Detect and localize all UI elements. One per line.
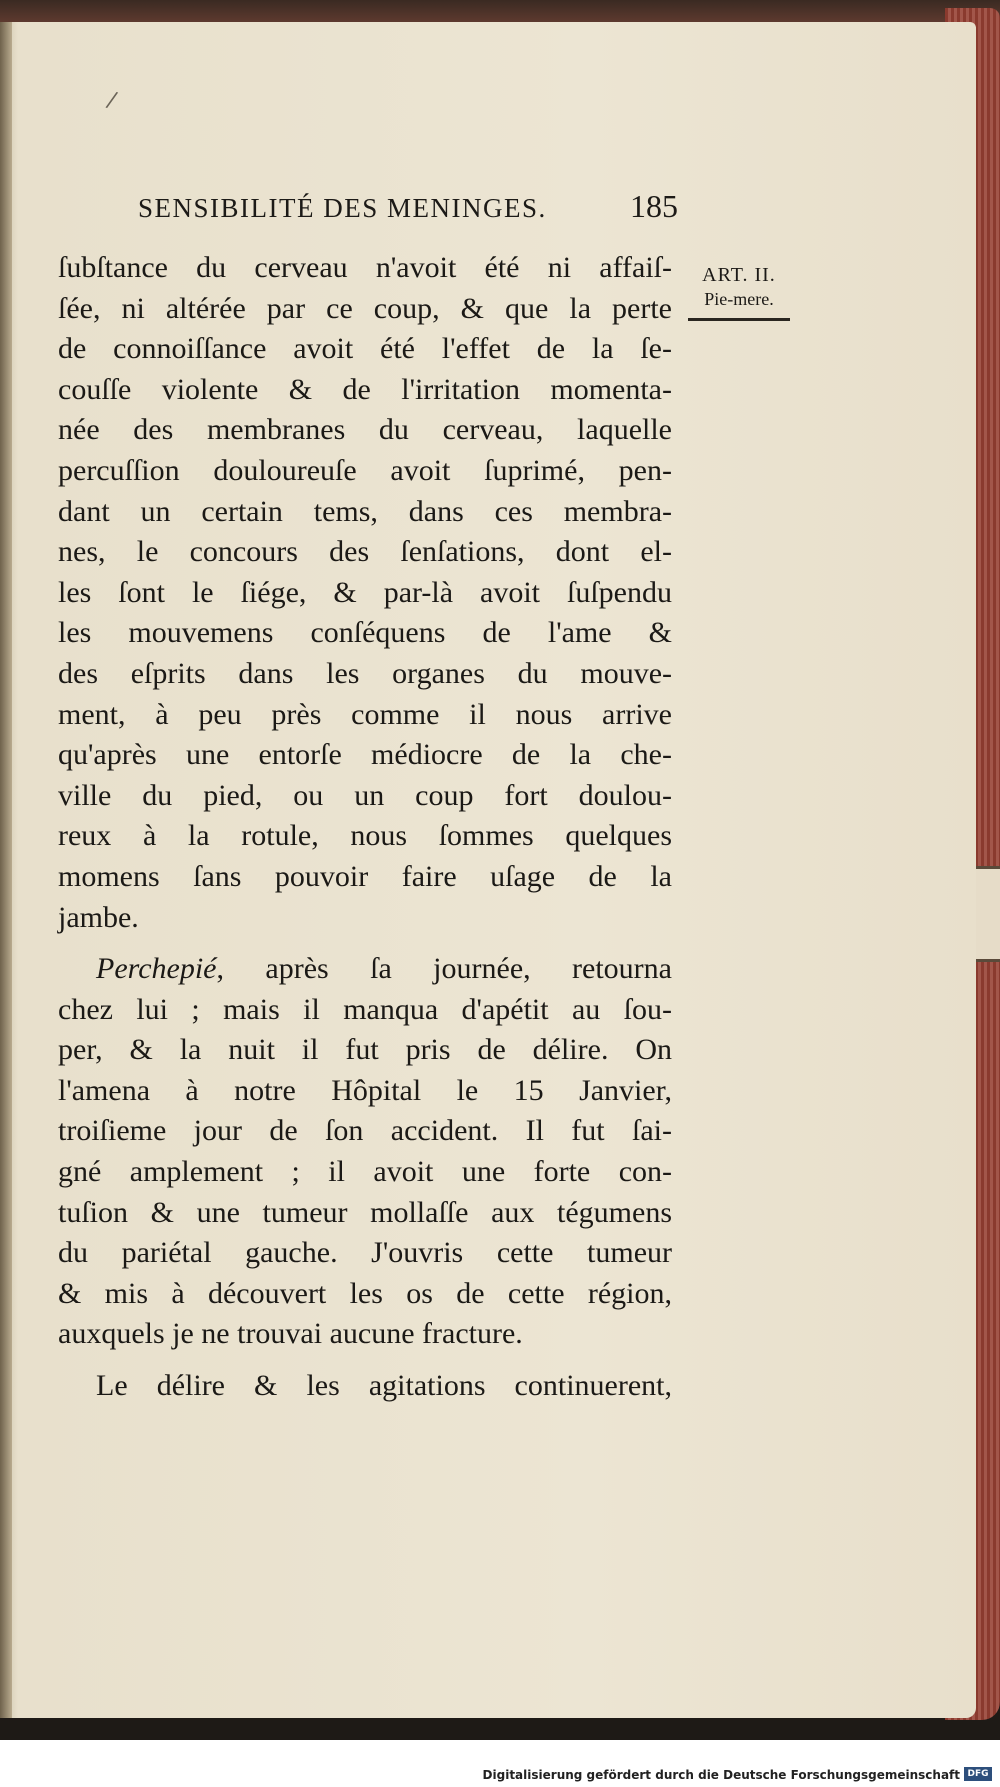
page-gutter	[0, 22, 12, 1718]
text-line: momens ſans pouvoir faire uſage de la	[58, 859, 672, 893]
text-line: ment, à peu près comme il nous arrive	[58, 697, 672, 731]
text-line: auxquels je ne trouvai aucune fracture.	[58, 1317, 523, 1351]
text-line: des eſprits dans les organes du mouve-	[58, 656, 672, 690]
text-line: gné amplement ; il avoit une forte con-	[58, 1155, 672, 1189]
text-line: née des membranes du cerveau, laquelle	[58, 413, 672, 447]
text-line: dant un certain tems, dans ces membra-	[58, 494, 672, 528]
paragraph-1	[58, 248, 672, 938]
text-line: reux à la rotule, nous ſommes quelques	[58, 819, 672, 853]
footer-bar	[0, 1740, 1000, 1787]
text-line: ſée, ni altérée par ce coup, & que la perte	[58, 291, 672, 325]
text-line: percuſſion douloureuſe avoit ſuprimé, pen-	[58, 453, 672, 487]
running-title: SENSIBILITÉ DES MENINGES.	[138, 193, 547, 223]
text-line-italic-name: Perchepié, après ſa journée, retourna	[96, 952, 672, 986]
running-head	[138, 188, 678, 225]
margin-note	[684, 264, 794, 321]
paragraph-3	[58, 1366, 672, 1407]
text-line: jambe.	[58, 900, 139, 934]
funding-credit: Digitalisierung gefördert durch die Deutsche Forschungsgemeinschaft	[482, 1768, 960, 1782]
text-line: du pariétal gauche. J'ouvris cette tumeur	[58, 1236, 672, 1270]
page-number: 185	[630, 188, 678, 224]
text-line: ville du pied, ou un coup fort doulou-	[58, 778, 672, 812]
paragraph-2	[58, 949, 672, 1355]
text-line: chez lui ; mais il manqua d'apétit au ſou-	[58, 992, 672, 1026]
text-line: qu'après une entorſe médiocre de la che-	[58, 738, 672, 772]
margin-rule	[688, 318, 790, 321]
dfg-logo: DFG	[964, 1767, 992, 1781]
text-line: couſſe violente & de l'irritation momenta-	[58, 372, 672, 406]
text-line: Le délire & les agitations continuerent,	[96, 1369, 672, 1403]
text-line: les mouvemens conſéquens de l'ame &	[58, 616, 672, 650]
margin-article: ART. II.	[702, 264, 776, 286]
text-line: troiſieme jour de ſon accident. Il fut ſai-	[58, 1114, 672, 1148]
text-line: l'amena à notre Hôpital le 15 Janvier,	[58, 1073, 672, 1107]
margin-topic: Pie-mere.	[704, 289, 774, 309]
text-line: ſubſtance du cerveau n'avoit été ni affaiſ-	[58, 251, 672, 284]
text-line: & mis à découvert les os de cette région,	[58, 1276, 672, 1310]
body-text	[58, 248, 672, 1407]
pencil-mark: /	[104, 87, 120, 114]
text-line: tuſion & une tumeur mollaſſe aux tégumens	[58, 1195, 672, 1229]
text-line: de connoiſſance avoit été l'effet de la ſe-	[58, 332, 672, 366]
text-line: les ſont le ſiége, & par-là avoit ſuſpendu	[58, 575, 672, 609]
text-line: per, & la nuit il fut pris de délire. On	[58, 1033, 672, 1067]
text-line: nes, le concours des ſenſations, dont el-	[58, 535, 672, 569]
